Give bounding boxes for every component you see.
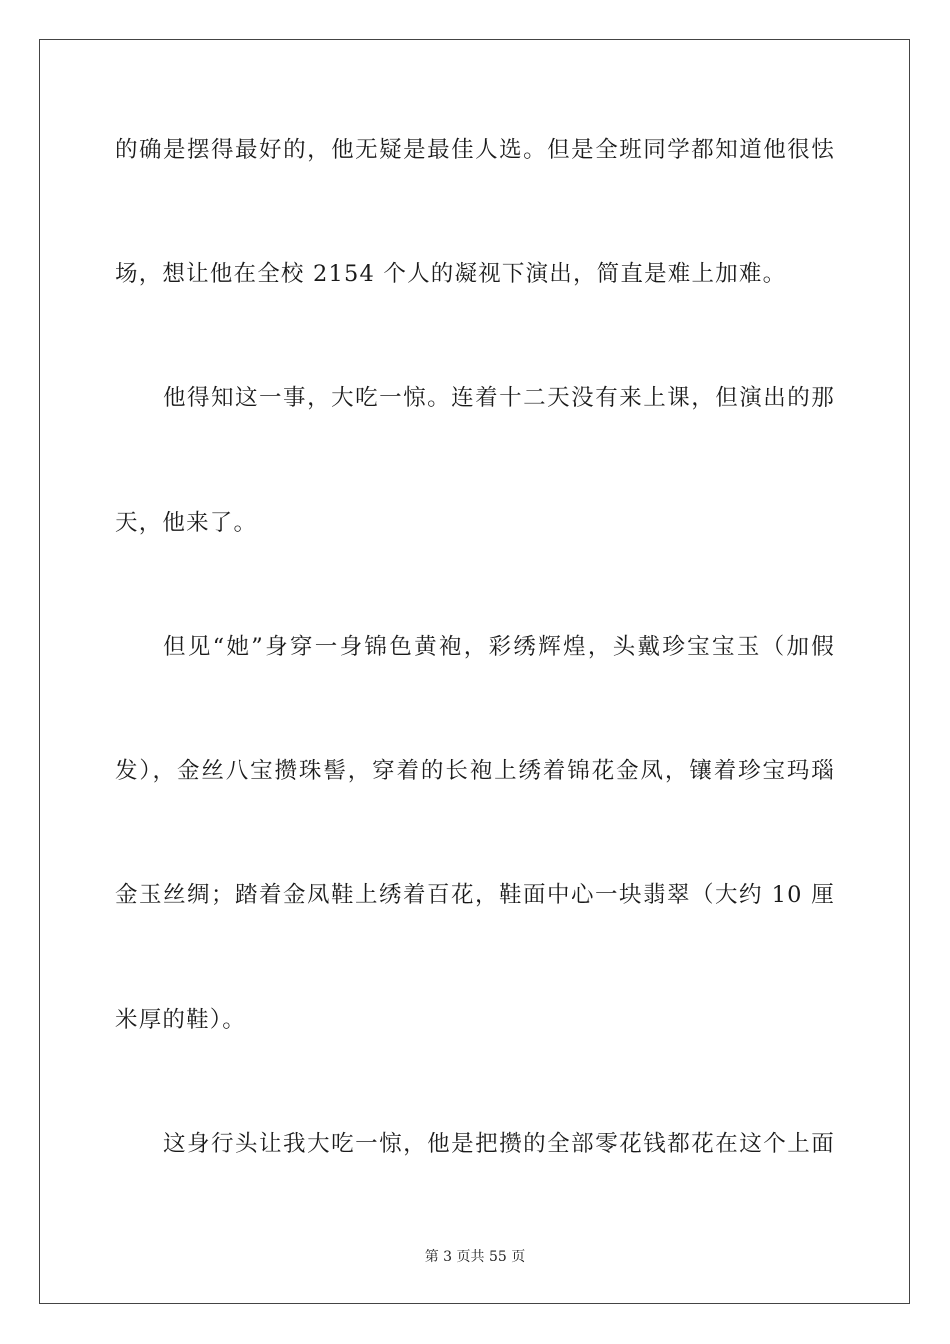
page-footer: [0, 1248, 950, 1266]
page-border: [39, 39, 910, 1304]
body-text-line: 金玉丝绸；踏着金凤鞋上绣着百花，鞋面中心一块翡翠（大约 10 厘: [115, 882, 835, 908]
body-text-line: 但见“她”身穿一身锦色黄袍，彩绣辉煌，头戴珍宝宝玉（加假: [163, 634, 835, 660]
page-total: 共 55 页: [470, 1249, 526, 1265]
body-text-line: 发），金丝八宝攒珠髻，穿着的长袍上绣着锦花金凤，镶着珍宝玛瑙: [115, 758, 835, 784]
body-text-line: 这身行头让我大吃一惊，他是把攒的全部零花钱都花在这个上面: [163, 1131, 835, 1157]
page-number: 第 3 页: [424, 1249, 471, 1265]
body-text-line: 的确是摆得最好的，他无疑是最佳人选。但是全班同学都知道他很怯: [115, 137, 835, 163]
body-text-line: 场，想让他在全校 2154 个人的凝视下演出，简直是难上加难。: [115, 261, 787, 287]
body-text-line: 米厚的鞋）。: [115, 1007, 246, 1033]
body-text-line: 他得知这一事，大吃一惊。连着十二天没有来上课，但演出的那: [163, 385, 835, 411]
body-text-line: 天，他来了。: [115, 510, 258, 536]
